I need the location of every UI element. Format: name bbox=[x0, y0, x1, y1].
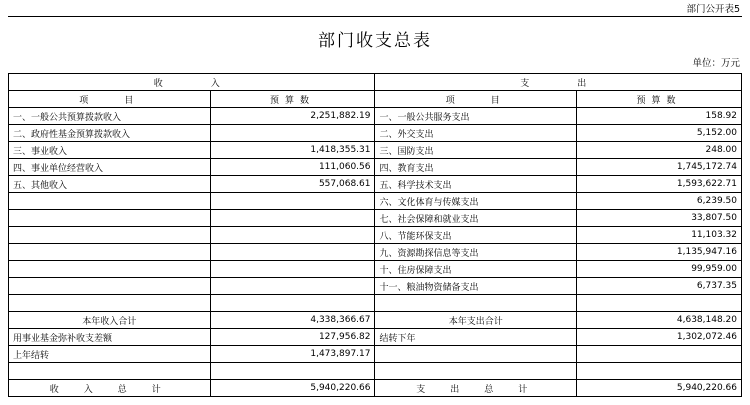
table-row bbox=[9, 108, 742, 125]
expense-value bbox=[577, 295, 742, 312]
income-total-value: 4,338,366.67 bbox=[210, 312, 375, 329]
expense-total-label: 本年支出合计 bbox=[375, 312, 577, 329]
income-value bbox=[210, 278, 375, 295]
section-header-row bbox=[9, 74, 742, 91]
income-value: 1,418,355.31 bbox=[210, 142, 375, 159]
balance-label: 用事业基金弥补收支差额 bbox=[9, 329, 211, 346]
expense-value: 99,959.00 bbox=[577, 261, 742, 278]
income-item bbox=[9, 210, 211, 227]
income-item-header: 项 目 bbox=[9, 91, 211, 108]
income-grand-label: 收 入 总 计 bbox=[9, 380, 211, 397]
table-row bbox=[9, 159, 742, 176]
table-row bbox=[9, 142, 742, 159]
expense-value: 5,152.00 bbox=[577, 125, 742, 142]
spacer-cell bbox=[210, 363, 375, 380]
balance-value: 127,956.82 bbox=[210, 329, 375, 346]
expense-item: 三、国防支出 bbox=[375, 142, 577, 159]
income-section-header: 收 入 bbox=[9, 74, 375, 91]
table-row bbox=[9, 244, 742, 261]
table-row bbox=[9, 193, 742, 210]
income-total-label: 本年收入合计 bbox=[9, 312, 211, 329]
carry-prev-right-label bbox=[375, 346, 577, 363]
balance-row bbox=[9, 329, 742, 346]
expense-value: 6,737.35 bbox=[577, 278, 742, 295]
income-item: 二、政府性基金预算拨款收入 bbox=[9, 125, 211, 142]
income-value bbox=[210, 125, 375, 142]
income-value bbox=[210, 227, 375, 244]
expense-total-value: 4,638,148.20 bbox=[577, 312, 742, 329]
expense-section-header: 支 出 bbox=[375, 74, 742, 91]
income-value bbox=[210, 295, 375, 312]
expense-item: 十、住房保障支出 bbox=[375, 261, 577, 278]
income-item bbox=[9, 244, 211, 261]
form-tag: 部门公开表5 bbox=[686, 4, 740, 15]
form-tag-bar bbox=[8, 0, 742, 16]
spacer-cell bbox=[375, 363, 577, 380]
expense-item: 一、一般公共服务支出 bbox=[375, 108, 577, 125]
expense-value: 1,135,947.16 bbox=[577, 244, 742, 261]
budget-table bbox=[8, 73, 742, 397]
income-value: 2,251,882.19 bbox=[210, 108, 375, 125]
table-row bbox=[9, 278, 742, 295]
expense-item-header: 项 目 bbox=[375, 91, 577, 108]
unit-label: 单位：万元 bbox=[692, 58, 740, 69]
table-row bbox=[9, 210, 742, 227]
table-row bbox=[9, 227, 742, 244]
income-value: 111,060.56 bbox=[210, 159, 375, 176]
expense-value: 33,807.50 bbox=[577, 210, 742, 227]
income-item bbox=[9, 193, 211, 210]
page-title: 部门收支总表 bbox=[318, 31, 432, 51]
income-item bbox=[9, 278, 211, 295]
income-item: 一、一般公共预算拨款收入 bbox=[9, 108, 211, 125]
total-row bbox=[9, 312, 742, 329]
spacer-cell bbox=[577, 363, 742, 380]
expense-item: 四、教育支出 bbox=[375, 159, 577, 176]
income-item bbox=[9, 295, 211, 312]
expense-grand-label: 支 出 总 计 bbox=[375, 380, 577, 397]
income-value bbox=[210, 210, 375, 227]
expense-value: 158.92 bbox=[577, 108, 742, 125]
spacer-cell bbox=[9, 363, 211, 380]
expense-item: 二、外交支出 bbox=[375, 125, 577, 142]
expense-item: 九、资源勘探信息等支出 bbox=[375, 244, 577, 261]
expense-value: 1,593,622.71 bbox=[577, 176, 742, 193]
carry-next-label: 结转下年 bbox=[375, 329, 577, 346]
expense-budget-header: 预算数 bbox=[577, 91, 742, 108]
carry-prev-right-value bbox=[577, 346, 742, 363]
carry-next-value: 1,302,072.46 bbox=[577, 329, 742, 346]
income-item: 四、事业单位经营收入 bbox=[9, 159, 211, 176]
table-row bbox=[9, 176, 742, 193]
expense-value: 6,239.50 bbox=[577, 193, 742, 210]
grand-total-row bbox=[9, 380, 742, 397]
carry-prev-label: 上年结转 bbox=[9, 346, 211, 363]
carry-prev-row bbox=[9, 346, 742, 363]
income-item: 五、其他收入 bbox=[9, 176, 211, 193]
income-value: 557,068.61 bbox=[210, 176, 375, 193]
income-grand-value: 5,940,220.66 bbox=[210, 380, 375, 397]
income-value bbox=[210, 261, 375, 278]
income-item bbox=[9, 227, 211, 244]
column-header-row bbox=[9, 91, 742, 108]
carry-prev-value: 1,473,897.17 bbox=[210, 346, 375, 363]
income-budget-header: 预算数 bbox=[210, 91, 375, 108]
income-item bbox=[9, 261, 211, 278]
expense-item: 六、文化体育与传媒支出 bbox=[375, 193, 577, 210]
income-value bbox=[210, 193, 375, 210]
expense-grand-value: 5,940,220.66 bbox=[577, 380, 742, 397]
expense-item: 十一、粮油物资储备支出 bbox=[375, 278, 577, 295]
table-row bbox=[9, 125, 742, 142]
table-row bbox=[9, 261, 742, 278]
income-item: 三、事业收入 bbox=[9, 142, 211, 159]
income-value bbox=[210, 244, 375, 261]
expense-value: 1,745,172.74 bbox=[577, 159, 742, 176]
expense-item bbox=[375, 295, 577, 312]
expense-value: 248.00 bbox=[577, 142, 742, 159]
table-row bbox=[9, 295, 742, 312]
expense-value: 11,103.32 bbox=[577, 227, 742, 244]
expense-item: 七、社会保障和就业支出 bbox=[375, 210, 577, 227]
spacer-row bbox=[9, 363, 742, 380]
expense-item: 五、科学技术支出 bbox=[375, 176, 577, 193]
expense-item: 八、节能环保支出 bbox=[375, 227, 577, 244]
